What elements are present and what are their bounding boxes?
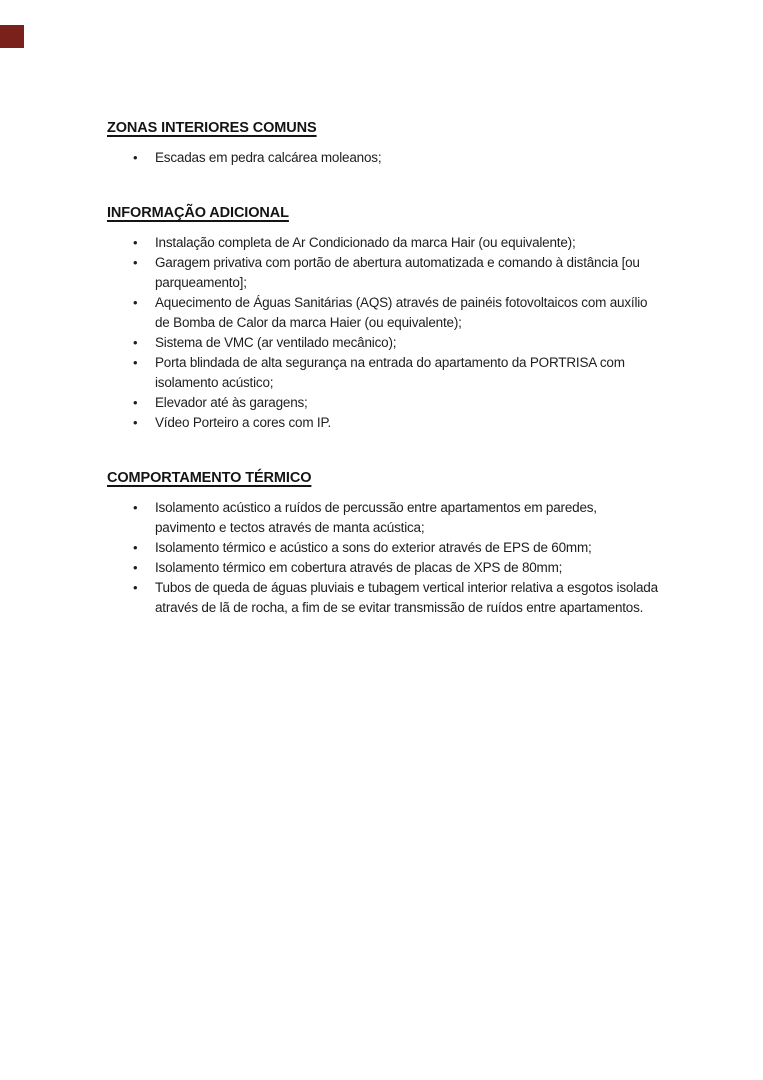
bullet-icon: • [133,335,138,350]
bullet-icon: • [133,150,138,165]
bullet-list [107,148,659,168]
list-item [107,148,659,168]
section-title: ZONAS INTERIORES COMUNS [107,120,317,136]
section-title: INFORMAÇÃO ADICIONAL [107,205,289,221]
list-item-text: Instalação completa de Ar Condicionado da marca Hair (ou equivalente); [155,235,576,250]
list-item [107,538,659,558]
bullet-icon: • [133,255,138,270]
bullet-icon: • [133,395,138,410]
corner-marker [0,25,24,48]
document-section [107,119,659,168]
list-item-text: Tubos de queda de águas pluviais e tubagem vertical interior relativa a esgotos isolada através de lã de rocha, a fim de se evitar transmissão de ruídos entre apartamentos. [155,580,658,615]
list-item-text: Garagem privativa com portão de abertura automatizada e comando à distância [ou parqueamento]; [155,255,640,290]
list-item [107,353,659,393]
bullet-icon: • [133,415,138,430]
document-section [107,204,659,433]
list-item [107,578,659,618]
section-title: COMPORTAMENTO TÉRMICO [107,470,312,486]
list-item-text: Elevador até às garagens; [155,395,308,410]
list-item [107,253,659,293]
list-item-text: Sistema de VMC (ar ventilado mecânico); [155,335,397,350]
list-item [107,498,659,538]
list-item [107,558,659,578]
list-item [107,233,659,253]
list-item-text: Isolamento acústico a ruídos de percussão entre apartamentos em paredes, pavimento e tectos através de manta acústica; [155,500,597,535]
list-item [107,333,659,353]
bullet-icon: • [133,235,138,250]
document-content [107,119,659,618]
bullet-list [107,498,659,618]
list-item [107,413,659,433]
list-item-text: Escadas em pedra calcárea moleanos; [155,150,382,165]
list-item [107,393,659,413]
list-item-text: Vídeo Porteiro a cores com IP. [155,415,332,430]
bullet-icon: • [133,355,138,370]
bullet-icon: • [133,560,138,575]
bullet-icon: • [133,295,138,310]
list-item-text: Porta blindada de alta segurança na entrada do apartamento da PORTRISA com isolamento acústico; [155,355,625,390]
document-section [107,469,659,618]
bullet-list [107,233,659,433]
list-item [107,293,659,333]
list-item-text: Aquecimento de Águas Sanitárias (AQS) através de painéis fotovoltaicos com auxílio de Bomba de Calor da marca Haier (ou equivalente); [155,295,648,330]
list-item-text: Isolamento térmico e acústico a sons do exterior através de EPS de 60mm; [155,540,592,555]
bullet-icon: • [133,540,138,555]
bullet-icon: • [133,500,138,515]
list-item-text: Isolamento térmico em cobertura através de placas de XPS de 80mm; [155,560,563,575]
bullet-icon: • [133,580,138,595]
